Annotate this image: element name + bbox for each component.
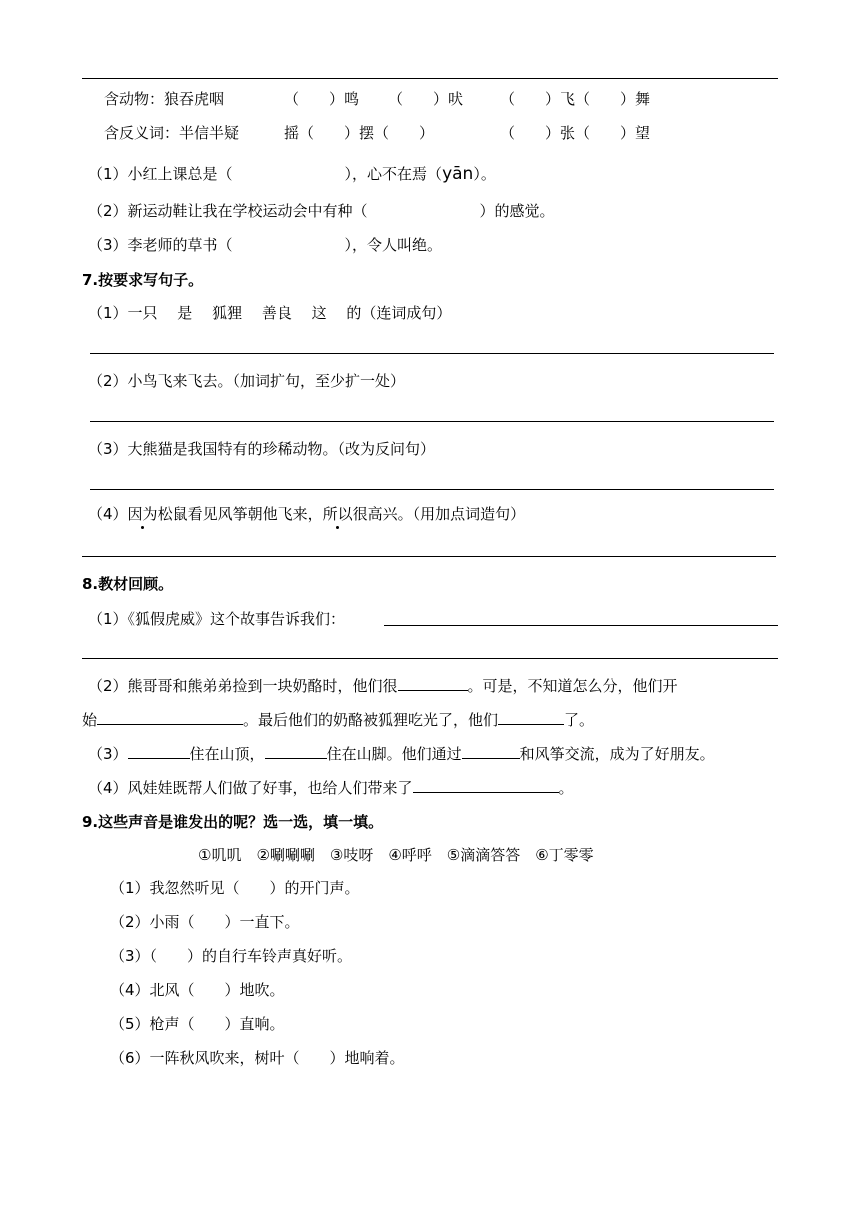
q7-answer-line-1[interactable]: [90, 353, 774, 354]
q7-item-4: （4）因为松鼠看见风筝朝他飞来，所以很高兴。（用加点词造句）: [88, 505, 526, 523]
idiom-row-animals-label: 含动物：狼吞虎咽: [104, 90, 225, 108]
q9-item-1: （1）我忽然听见（ ）的开门声。: [110, 879, 360, 897]
q7-item-2: （2）小鸟飞来飞去。（加词扩句，至少扩一处）: [88, 372, 406, 390]
fill-blank[interactable]: [265, 744, 327, 759]
fill-blank[interactable]: [413, 778, 559, 793]
q9-item-2: （2）小雨（ ）一直下。: [110, 913, 300, 931]
q8-item-4: （4）风娃娃既帮人们做了好事，也给人们带来了 。: [88, 779, 574, 797]
fill-blank[interactable]: [128, 744, 190, 759]
q7-answer-line-4[interactable]: [82, 556, 776, 557]
question-7-title: 7.按要求写句子。: [82, 271, 204, 289]
q8-item-2-cont: 始 。最后他们的奶酪被狐狸吃光了，他们 了。: [82, 711, 595, 729]
q8-item-1: （1）《狐假虎威》这个故事告诉我们：: [88, 610, 346, 628]
question-8-title: 8.教材回顾。: [82, 575, 174, 593]
q8-answer-line-1a[interactable]: [384, 625, 778, 626]
idiom-row-animals-item: （ ）鸣: [284, 90, 360, 108]
q8-item-3: （3） 住在山顶， 住在山脚。他们通过 和风筝交流，成为了好朋友。: [88, 745, 715, 763]
q9-item-6: （6）一阵秋风吹来，树叶（ ）地响着。: [110, 1049, 405, 1067]
dotted-word-yinwei: 因为: [127, 505, 158, 523]
idiom-row-animals-item: （ ）吠: [388, 90, 464, 108]
fill-blank[interactable]: [97, 710, 243, 725]
idiom-row-antonyms-item: （ ）张（ ）望: [500, 124, 651, 142]
idiom-row-animals-item: （ ）飞（ ）舞: [500, 90, 651, 108]
q8-answer-line-1b[interactable]: [82, 658, 778, 659]
question-9-title: 9.这些声音是谁发出的呢？选一选，填一填。: [82, 813, 384, 831]
q7-item-3: （3）大熊猫是我国特有的珍稀动物。（改为反问句）: [88, 440, 436, 458]
idiom-sentence-1: （1）小红上课总是（ ），心不在焉（yān）。: [88, 164, 496, 184]
dotted-word-suoyi: 所以: [322, 505, 353, 523]
q7-answer-line-3[interactable]: [90, 489, 774, 490]
idiom-sentence-3: （3）李老师的草书（ ），令人叫绝。: [88, 236, 443, 254]
q9-item-3: （3）（ ）的自行车铃声真好听。: [110, 947, 353, 965]
q9-options: ①叽叽 ②唰唰唰 ③吱呀 ④呼呼 ⑤滴滴答答 ⑥丁零零: [198, 846, 594, 864]
q7-answer-line-2[interactable]: [90, 421, 774, 422]
q8-item-2: （2）熊哥哥和熊弟弟捡到一块奶酪时，他们很 。可是，不知道怎么分，他们开: [88, 677, 678, 695]
q9-item-5: （5）枪声（ ）直响。: [110, 1015, 285, 1033]
fill-blank[interactable]: [498, 710, 564, 725]
top-rule: [82, 78, 778, 79]
fill-blank[interactable]: [398, 676, 468, 691]
fill-blank[interactable]: [462, 744, 520, 759]
idiom-row-antonyms-label: 含反义词：半信半疑: [104, 124, 240, 142]
q9-item-4: （4）北风（ ）地吹。: [110, 981, 285, 999]
idiom-row-antonyms-item: 摇（ ）摆（ ）: [284, 124, 435, 142]
idiom-sentence-2: （2）新运动鞋让我在学校运动会中有种（ ）的感觉。: [88, 202, 555, 220]
q7-item-1: （1）一只 是 狐狸 善良 这 的（连词成句）: [88, 304, 452, 322]
